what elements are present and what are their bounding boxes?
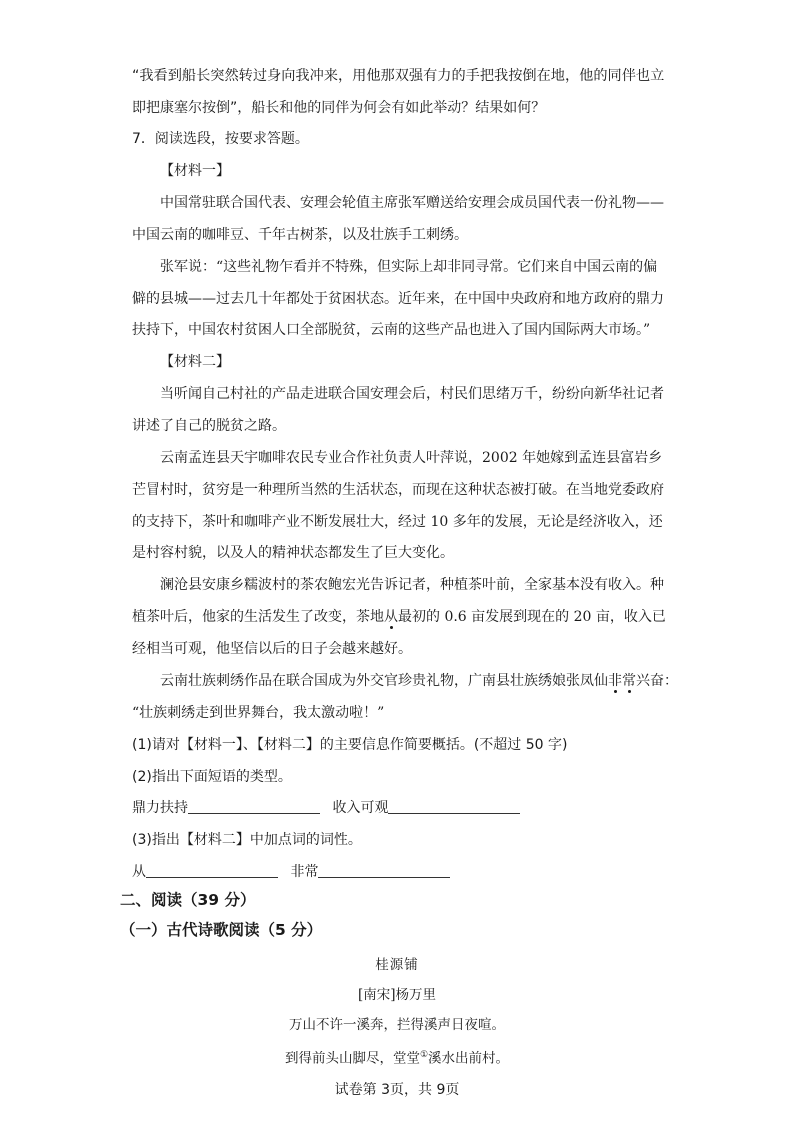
material-2-label: 【材料二】 [160,354,230,370]
paragraph-line: 扶持下，中国农村贫困人口全部脱贫，云南的这些产品也进入了国内国际两大市场。” [132,322,651,338]
word-label: 从 [132,864,146,880]
paragraph-line: 张军说：“这些礼物乍看并不特殊，但实际上却非同寻常。它们来自中国云南的偏 [160,259,658,275]
answer-blank[interactable] [188,799,320,814]
phrase-label: 收入可观 [332,800,389,816]
paragraph-line: 讲述了自己的脱贫之路。 [132,418,286,434]
paragraph-line: 即把康塞尔按倒”，船长和他的同伴为何会有如此举动？结果如何？ [132,100,546,116]
paragraph-line: 经相当可观，他坚信以后的日子会越来越好。 [132,641,412,657]
text-span: 兴奋： [636,673,678,689]
paragraph-line: “我看到船长突然转过身向我冲来，用他那双强有力的手把我按倒在地，他的同伴也立 [132,68,665,84]
paragraph-line: 中国常驻联合国代表、安理会轮值主席张军赠送给安理会成员国代表一份礼物—— [160,195,664,211]
dotted-word: 非 [608,673,622,689]
poem-author: [南宋]杨万里 [357,987,437,1003]
paragraph-line: 僻的县城——过去几十年都处于贫困状态。近年来，在中国中央政府和地方政府的鼎力 [132,291,664,307]
poem-line [0,1045,794,1069]
text-span: 到得前头山脚尽，堂堂 [284,1050,420,1067]
text-span: 溪水出前村。 [428,1050,510,1067]
question-7-title: 7．阅读选段，按要求答题。 [132,131,309,147]
paragraph-line: 澜沧县安康乡糯波村的茶农鲍宏光告诉记者，种植茶叶前，全家基本没有收入。种 [160,577,664,593]
section-subheading: （一）古代诗歌阅读（5 分） [120,921,323,939]
word-label: 非常 [290,864,319,880]
word-answer-row [132,862,450,882]
text-span: 云南壮族刺绣作品在联合国成为外交官珍贵礼物，广南县壮族绣娘张凤仙 [160,673,608,689]
paragraph-line: 的支持下，茶叶和咖啡产业不断发展壮大，经过 10 多年的发展，无论是经济收入，还 [132,514,663,530]
poem-line: 万山不许一溪奔，拦得溪声日夜喧。 [289,1017,505,1033]
text-span: 植茶叶后，他家的生活发生了改变，茶地 [132,609,384,625]
dotted-word: 从 [384,609,398,625]
footnote-mark: ① [419,1050,429,1060]
dotted-word: 常 [622,673,636,689]
page-footer: 试卷第 3页，共 9页 [334,1082,460,1098]
paragraph-line: 云南孟连县天宇咖啡农民专业合作社负责人叶萍说，2002 年她嫁到孟连县富岩乡 [160,450,663,466]
sub-question-3: (3)指出【材料二】中加点词的词性。 [132,832,362,848]
sub-question-1: (1)请对【材料一】、【材料二】的主要信息作简要概括。(不超过 50 字) [132,737,568,753]
phrase-answer-row [132,798,520,818]
paragraph-line: 中国云南的咖啡豆、千年古树茶，以及壮族手工刺绣。 [132,227,468,243]
section-heading: 二、阅读（39 分） [120,891,256,909]
poem-title: 桂源铺 [375,957,419,973]
paragraph-line: 是村容村貌，以及人的精神状态都发生了巨大变化。 [132,545,454,561]
text-span: 最初的 0.6 亩发展到现在的 20 亩，收入已 [398,609,666,625]
sub-question-2: (2)指出下面短语的类型。 [132,769,292,785]
answer-blank[interactable] [146,863,278,878]
phrase-label: 鼎力扶持 [132,800,188,816]
paragraph-line: “壮族刺绣走到世界舞台，我太激动啦！” [132,705,385,721]
answer-blank[interactable] [318,863,450,878]
paragraph-line: 当听闻自己村社的产品走进联合国安理会后，村民们思绪万千，纷纷向新华社记者 [160,386,664,402]
answer-blank[interactable] [388,799,520,814]
paragraph-line: 芒冒村时，贫穷是一种理所当然的生活状态，而现在这种状态被打破。在当地党委政府 [132,482,664,498]
paragraph-line [160,671,678,691]
material-1-label: 【材料一】 [160,163,230,179]
paragraph-line [132,607,666,627]
